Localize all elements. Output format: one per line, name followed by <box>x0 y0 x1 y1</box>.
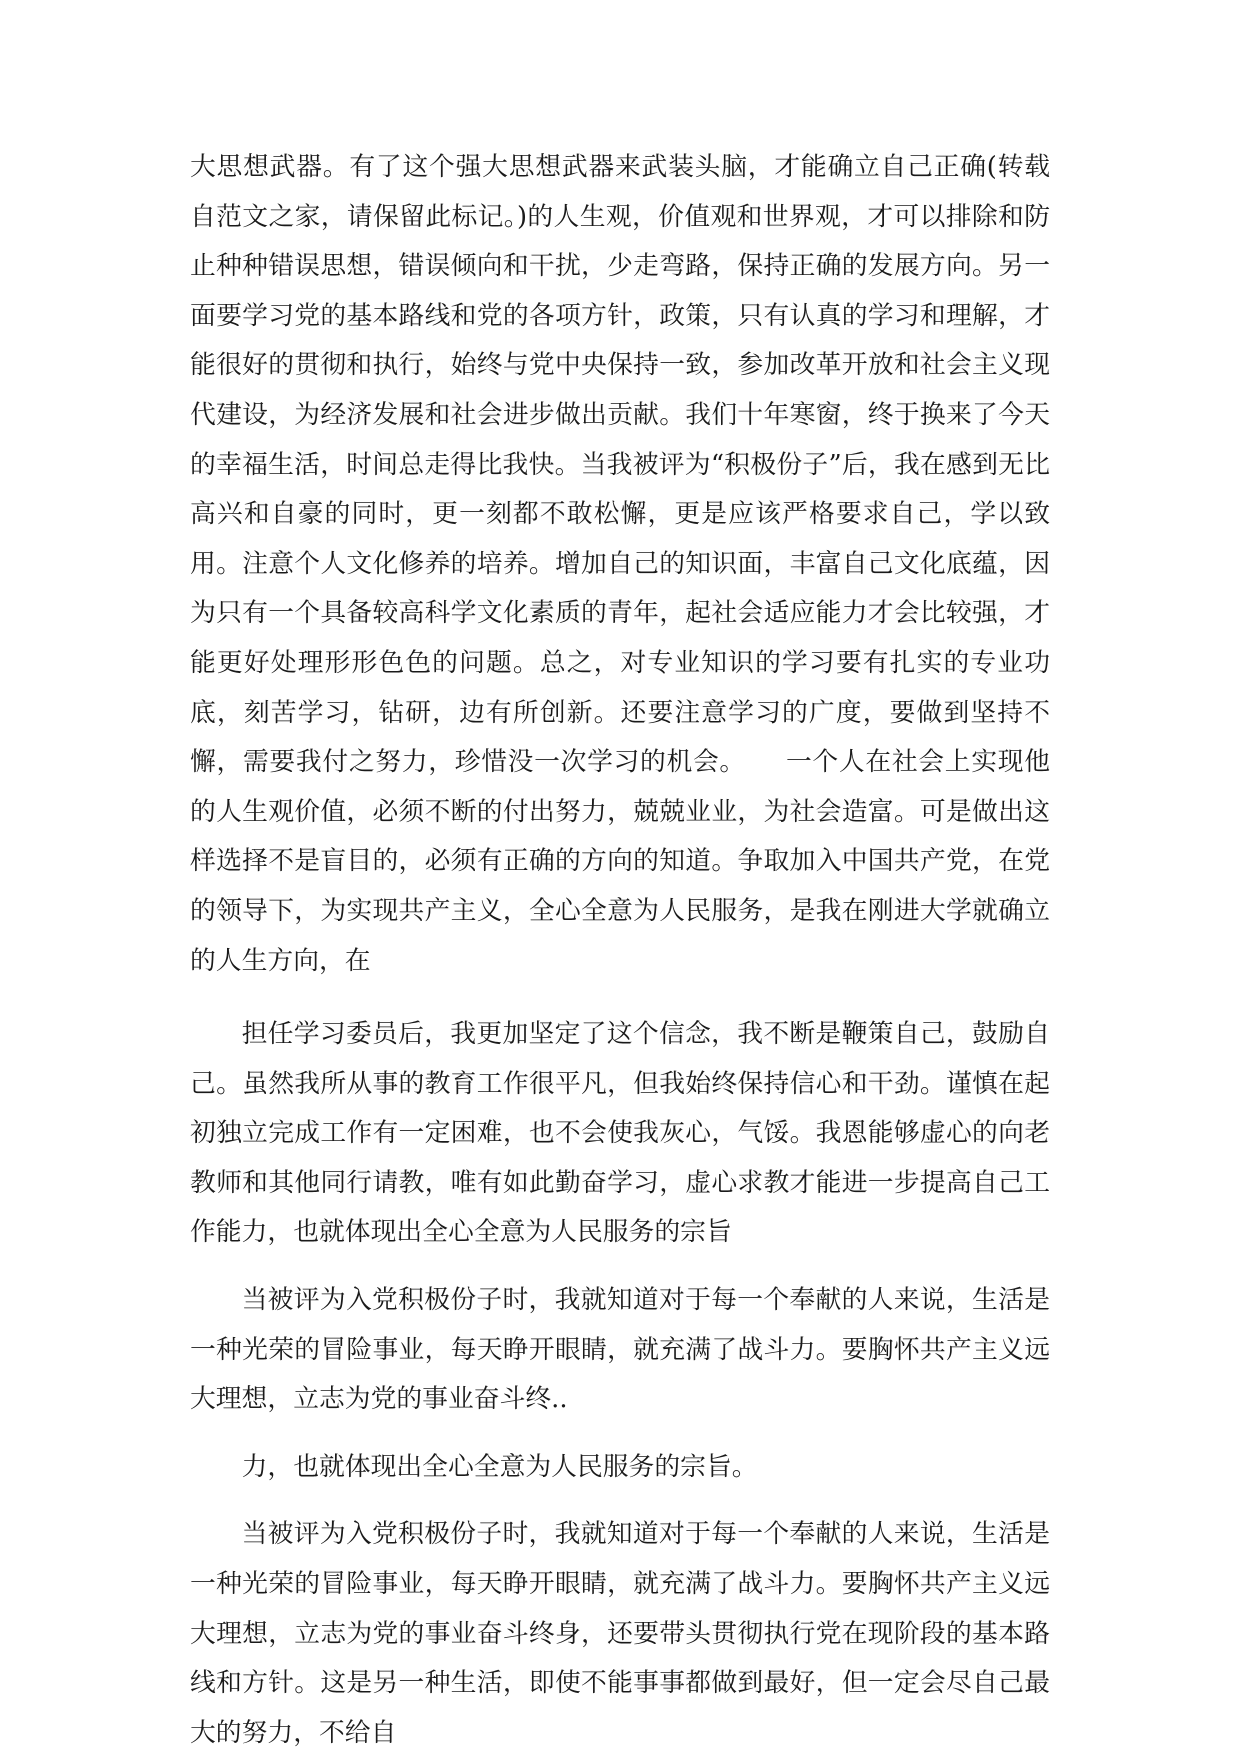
paragraph-5: 当被评为入党积极份子时，我就知道对于每一个奉献的人来说，生活是一种光荣的冒险事业，每天睁开眼睛，就充满了战斗力。要胸怀共产主义远大理想，立志为党的事业奋斗终身，还要带头贯彻执行党在现阶段的基本路线和方针。这是另一种生活，即使不能事事都做到最好，但一定会尽自己最大的努力，不给自 <box>190 1519 1050 1748</box>
paragraph-4: 力，也就体现出全心全意为人民服务的宗旨。 <box>241 1451 758 1482</box>
document-body <box>190 143 1050 1758</box>
paragraph-3: 当被评为入党积极份子时，我就知道对于每一个奉献的人来说，生活是一种光荣的冒险事业，每天睁开眼睛，就充满了战斗力。要胸怀共产主义远大理想，立志为党的事业奋斗终.. <box>190 1285 1050 1415</box>
paragraph-2: 担任学习委员后，我更加坚定了这个信念，我不断是鞭策自己，鼓励自己。虽然我所从事的教育工作很平凡，但我始终保持信心和干劲。谨慎在起初独立完成工作有一定困难，也不会使我灰心，气馁。我恩能够虚心的向老教师和其他同行请教，唯有如此勤奋学习，虚心求教才能进一步提高自己工作能力，也就体现出全心全意为人民服务的宗旨 <box>190 1019 1050 1248</box>
paragraph-1: 大思想武器。有了这个强大思想武器来武装头脑，才能确立自己正确(转载自范文之家，请保留此标记。)的人生观，价值观和世界观，才可以排除和防止种种错误思想，错误倾向和干扰，少走弯路，保持正确的发展方向。另一面要学习党的基本路线和党的各项方针，政策，只有认真的学习和理解，才能很好的贯彻和执行，始终与党中央保持一致，参加改革开放和社会主义现代建设，为经济发展和社会进步做出贡献。我们十年寒窗，终于换来了今天的幸福生活，时间总走得比我快。当我被评为“积极份子”后，我在感到无比高兴和自豪的同时，更一刻都不敢松懈，更是应该严格要求自己，学以致用。注意个人文化修养的培养。增加自己的知识面，丰富自己文化底蕴，因为只有一个具备较高科学文化素质的青年，起社会适应能力才会比较强，才能更好处理形形色色的问题。总之，对专业知识的学习要有扎实的专业功底，刻苦学习，钻研，边有所创新。还要注意学习的广度，要做到坚持不懈，需要我付之努力，珍惜没一次学习的机会。 一个人在社会上实现他的人生观价值，必须不断的付出努力，兢兢业业，为社会造富。可是做出这样选择不是盲目的，必须有正确的方向的知道。争取加入中国共产党，在党的领导下，为实现共产主义，全心全意为人民服务，是我在刚进大学就确立的人生方向，在 <box>190 152 1050 976</box>
